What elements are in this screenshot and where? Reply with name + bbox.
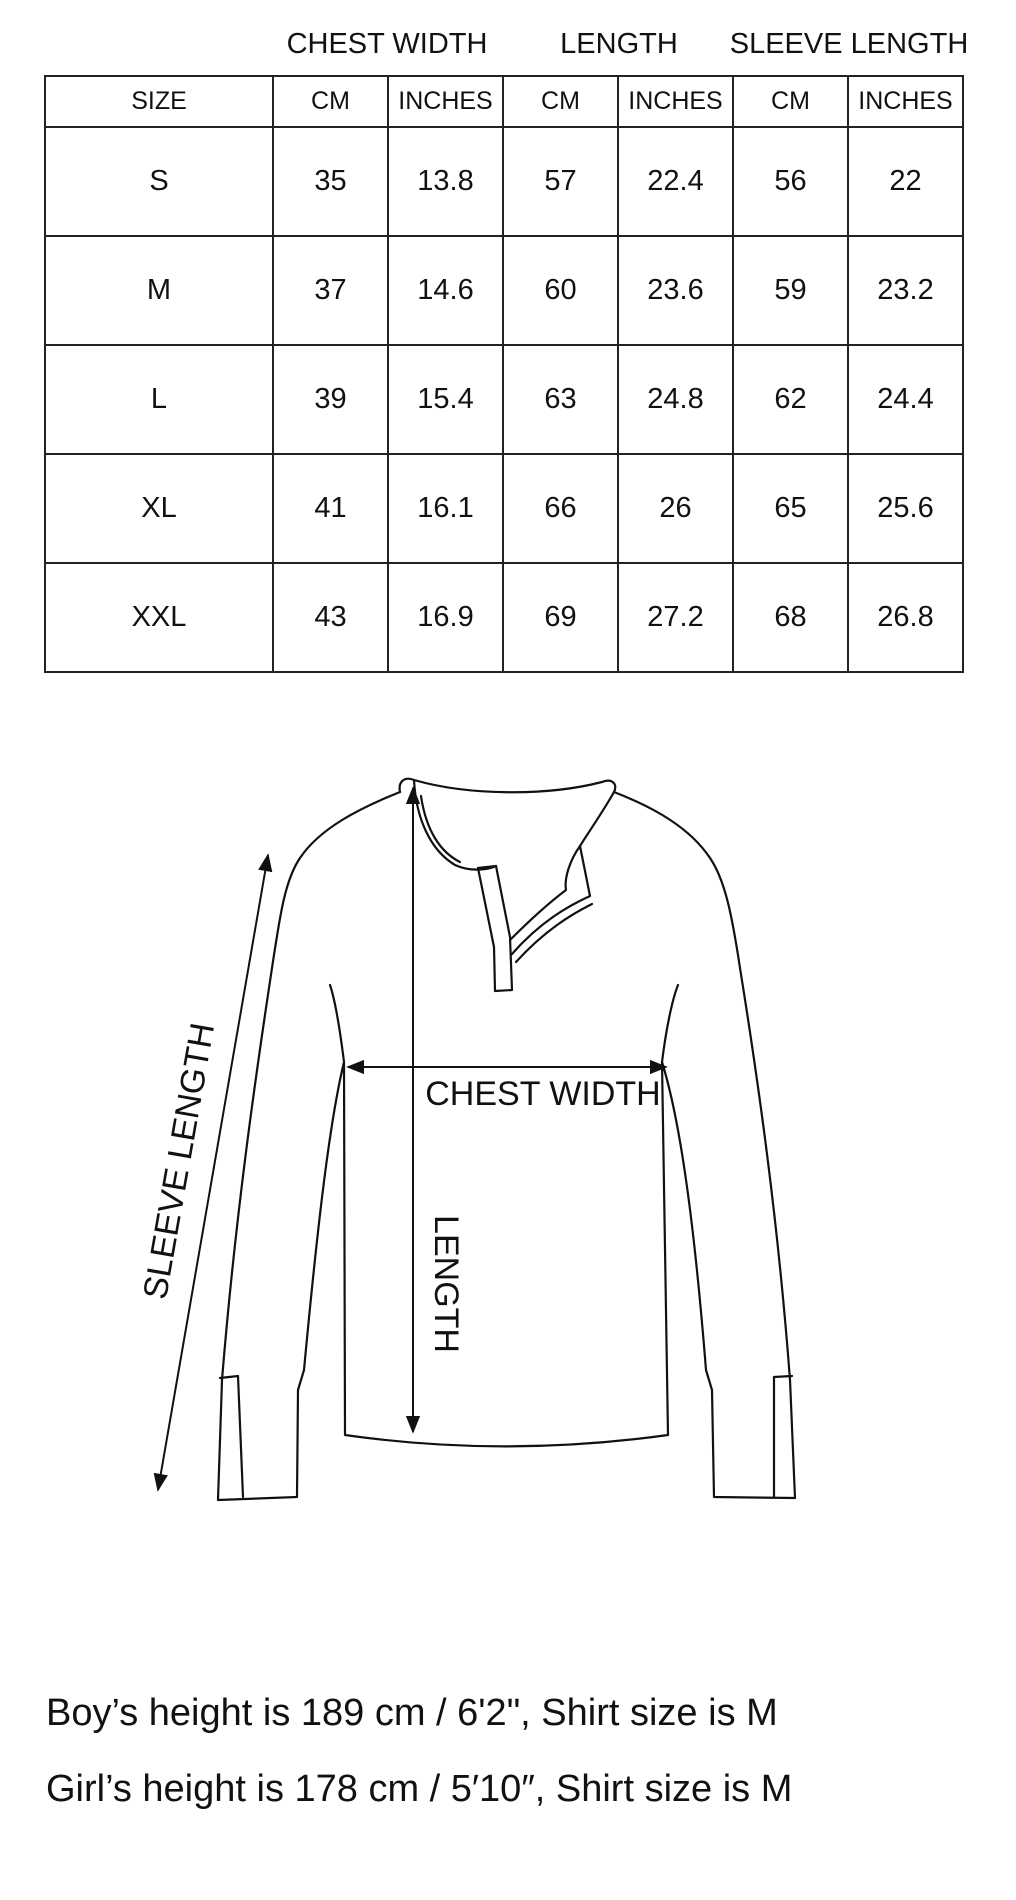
sleeve-inches-cell: 25.6 — [848, 454, 963, 563]
table-row — [45, 454, 963, 563]
left-underarm-seam — [330, 985, 344, 1062]
table-header-row — [45, 76, 963, 127]
table-row — [45, 563, 963, 672]
chest-cm-cell: 35 — [273, 127, 388, 236]
chest-inches-cell: 15.4 — [388, 345, 503, 454]
length-cm-cell: 60 — [503, 236, 618, 345]
chest-cm-cell: 43 — [273, 563, 388, 672]
table-row — [45, 345, 963, 454]
header-length-inches: INCHES — [618, 76, 733, 127]
shirt-illustration — [0, 700, 1016, 1550]
chest-inches-cell: 13.8 — [388, 127, 503, 236]
sleeve-length-group-header: SLEEVE LENGTH — [729, 28, 969, 60]
left-cuff — [220, 1376, 243, 1497]
table-row — [45, 127, 963, 236]
size-chart-table — [44, 75, 964, 673]
shirt-outline — [218, 792, 795, 1500]
header-sleeve-inches: INCHES — [848, 76, 963, 127]
sleeve-inches-cell: 26.8 — [848, 563, 963, 672]
size-cell: XL — [45, 454, 273, 563]
chest-inches-cell: 16.1 — [388, 454, 503, 563]
length-cm-cell: 57 — [503, 127, 618, 236]
header-size: SIZE — [45, 76, 273, 127]
boy-size-note: Boy’s height is 189 cm / 6'2", Shirt size is M — [46, 1692, 778, 1734]
sleeve-cm-cell: 62 — [733, 345, 848, 454]
sleeve-inches-cell: 23.2 — [848, 236, 963, 345]
girl-size-note: Girl’s height is 178 cm / 5′10″, Shirt size is M — [46, 1768, 793, 1810]
chest-inches-cell: 14.6 — [388, 236, 503, 345]
length-inches-cell: 23.6 — [618, 236, 733, 345]
sleeve-inches-cell: 24.4 — [848, 345, 963, 454]
sleeve-cm-cell: 59 — [733, 236, 848, 345]
chest-width-group-header: CHEST WIDTH — [286, 28, 488, 60]
group-headers — [0, 0, 1016, 75]
sleeve-inches-cell: 22 — [848, 127, 963, 236]
length-inches-cell: 24.8 — [618, 345, 733, 454]
length-inches-cell: 26 — [618, 454, 733, 563]
header-length-cm: CM — [503, 76, 618, 127]
size-cell: XXL — [45, 563, 273, 672]
chest-width-label: CHEST WIDTH — [425, 1075, 661, 1113]
collar-inner — [414, 780, 496, 870]
header-chest-cm: CM — [273, 76, 388, 127]
placket-edge — [516, 904, 592, 962]
length-group-header: LENGTH — [560, 28, 678, 60]
collar — [400, 779, 616, 846]
length-cm-cell: 63 — [503, 345, 618, 454]
shirt-measurement-diagram — [0, 700, 1016, 1550]
length-inches-cell: 27.2 — [618, 563, 733, 672]
right-underarm-seam — [662, 985, 678, 1062]
sleeve-cm-cell: 56 — [733, 127, 848, 236]
length-label: LENGTH — [427, 1215, 465, 1353]
length-cm-cell: 69 — [503, 563, 618, 672]
placket — [478, 866, 512, 991]
size-cell: L — [45, 345, 273, 454]
chest-cm-cell: 41 — [273, 454, 388, 563]
sleeve-cm-cell: 65 — [733, 454, 848, 563]
table-row — [45, 236, 963, 345]
length-cm-cell: 66 — [503, 454, 618, 563]
sleeve-cm-cell: 68 — [733, 563, 848, 672]
size-cell: S — [45, 127, 273, 236]
sleeve-length-label: SLEEVE LENGTH — [136, 1020, 223, 1303]
chest-inches-cell: 16.9 — [388, 563, 503, 672]
length-inches-cell: 22.4 — [618, 127, 733, 236]
placket-flap — [510, 846, 590, 954]
right-cuff — [774, 1376, 792, 1497]
model-size-notes — [46, 1675, 792, 1827]
header-sleeve-cm: CM — [733, 76, 848, 127]
chest-cm-cell: 39 — [273, 345, 388, 454]
header-chest-inches: INCHES — [388, 76, 503, 127]
size-cell: M — [45, 236, 273, 345]
chest-cm-cell: 37 — [273, 236, 388, 345]
